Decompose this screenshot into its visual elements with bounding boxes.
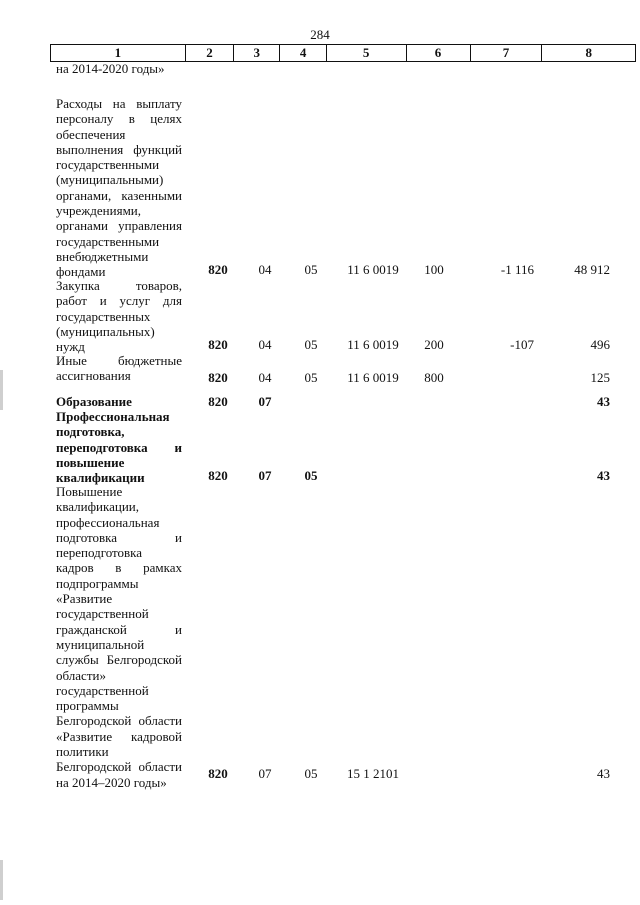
column-header-row [51, 45, 636, 62]
column-header-8: 8 [542, 45, 636, 62]
desc-line: Белгородской области [56, 713, 182, 729]
desc-line: Белгородской области [56, 759, 182, 775]
cell-amount: 496 [590, 337, 610, 352]
continuation-text: на 2014-2020 годы» [56, 61, 165, 76]
row-description [56, 353, 182, 384]
desc-line: подпрограммы [56, 575, 139, 591]
desc-line: (муниципальными) [56, 172, 164, 188]
cell-section: 07 [258, 394, 272, 409]
desc-line: службы Белгородской [56, 652, 182, 668]
cell-ministry: 820 [208, 262, 228, 277]
cell-section: 04 [258, 337, 272, 352]
desc-line: учреждениями, [56, 203, 142, 219]
desc-line: органами, казенными [56, 187, 182, 203]
column-header-table [50, 44, 636, 62]
column-header-2: 2 [185, 45, 233, 62]
column-header-4: 4 [280, 45, 326, 62]
desc-line: Закупка товаров, [56, 278, 182, 293]
cell-subsection: 05 [304, 468, 318, 483]
cell-expense-type: 100 [424, 262, 444, 277]
cell-ministry: 820 [208, 394, 228, 409]
cell-amount: 43 [597, 766, 610, 781]
desc-line: подготовка, [56, 424, 125, 440]
desc-line: повышение [56, 454, 125, 470]
column-header-5: 5 [326, 45, 406, 62]
scan-edge-mark [0, 860, 3, 900]
scan-edge-mark [0, 370, 3, 410]
cell-change: -1 116 [500, 262, 534, 277]
cell-subsection: 05 [304, 766, 318, 781]
cell-amount: 43 [597, 468, 610, 483]
cell-target-article: 15 1 2101 [347, 766, 399, 781]
cell-ministry: 820 [208, 337, 228, 352]
desc-line: области» [56, 667, 106, 683]
desc-line: программы [56, 698, 119, 714]
desc-line: переподготовка и [56, 439, 182, 455]
desc-line: государственной [56, 606, 149, 622]
desc-line: фондами [56, 264, 106, 280]
cell-expense-type: 800 [424, 370, 444, 385]
desc-line: ассигнования [56, 368, 131, 384]
desc-line: на 2014–2020 годы» [56, 774, 167, 790]
desc-line: квалификации [56, 470, 145, 486]
cell-target-article: 11 6 0019 [347, 262, 399, 277]
desc-line: подготовка и [56, 529, 182, 545]
desc-line: квалификации, [56, 499, 140, 515]
desc-line: переподготовка [56, 545, 143, 561]
column-header-3: 3 [234, 45, 280, 62]
desc-line: политики [56, 744, 109, 760]
cell-section: 07 [258, 766, 272, 781]
desc-line: государственными [56, 233, 160, 249]
desc-line: Профессиональная [56, 409, 170, 424]
column-header-7: 7 [470, 45, 542, 62]
cell-change: -107 [510, 337, 534, 352]
cell-target-article: 11 6 0019 [347, 370, 399, 385]
cell-amount: 48 912 [574, 262, 610, 277]
column-header-1: 1 [51, 45, 186, 62]
desc-line: муниципальной [56, 636, 145, 652]
cell-subsection: 05 [304, 337, 318, 352]
cell-amount: 43 [597, 394, 610, 409]
desc-line: органами управления [56, 218, 182, 234]
desc-line: Иные бюджетные [56, 353, 182, 368]
desc-line: Повышение [56, 484, 123, 499]
row-description [56, 278, 182, 354]
cell-ministry: 820 [208, 766, 228, 781]
cell-subsection: 05 [304, 370, 318, 385]
desc-line: обеспечения [56, 126, 126, 142]
desc-line: работ и услуг для [56, 293, 182, 309]
cell-subsection: 05 [304, 262, 318, 277]
row-description [56, 394, 182, 409]
cell-section: 04 [258, 262, 272, 277]
row-description [56, 409, 182, 485]
desc-line: персоналу в целях [56, 111, 182, 127]
desc-line: выполнения функций [56, 141, 182, 157]
cell-amount: 125 [590, 370, 610, 385]
desc-line: гражданской и [56, 621, 182, 637]
desc-line: государственных [56, 308, 151, 324]
desc-line: внебюджетными [56, 248, 149, 264]
row-description [56, 96, 182, 280]
desc-line: Расходы на выплату [56, 96, 182, 111]
cell-ministry: 820 [208, 370, 228, 385]
cell-section: 07 [258, 468, 272, 483]
page-number: 284 [310, 27, 330, 42]
desc-line: (муниципальных) [56, 323, 155, 339]
desc-line: государственной [56, 682, 149, 698]
desc-line: профессиональная [56, 514, 160, 530]
row-description [56, 484, 182, 790]
cell-ministry: 820 [208, 468, 228, 483]
desc-line: кадров в рамках [56, 560, 182, 576]
cell-expense-type: 200 [424, 337, 444, 352]
desc-line: «Развитие [56, 591, 113, 607]
desc-line: Образование [56, 394, 132, 409]
column-header-6: 6 [406, 45, 470, 62]
desc-line: нужд [56, 339, 85, 355]
cell-section: 04 [258, 370, 272, 385]
desc-line: государственными [56, 157, 160, 173]
desc-line: «Развитие кадровой [56, 728, 182, 744]
cell-target-article: 11 6 0019 [347, 337, 399, 352]
